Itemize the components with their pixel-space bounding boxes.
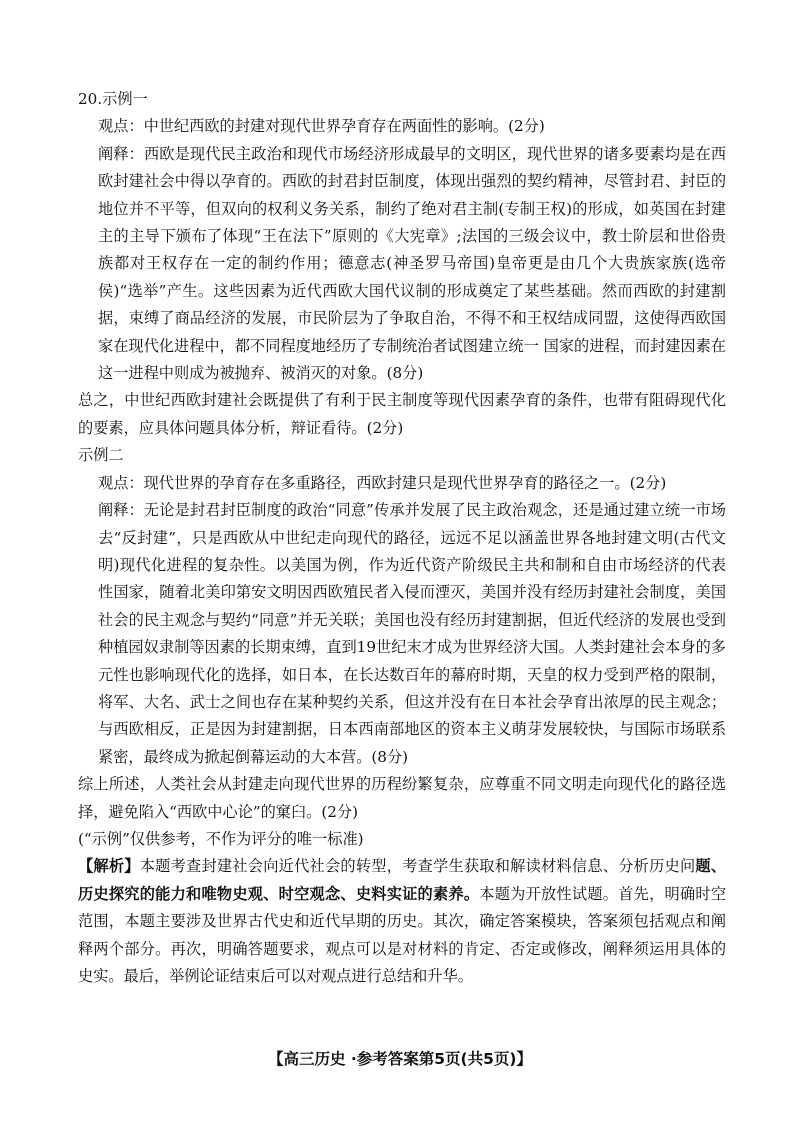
analysis-text-bold: 题、历史探究的能力和唯物史观、时空观念、史料实证的素养。	[78, 857, 727, 903]
analysis-label: 【解析】	[78, 857, 140, 876]
page-footer: 【高三历史 ·参考答案第5页(共5页)】	[267, 1050, 533, 1068]
analysis-paragraph	[78, 853, 726, 990]
analysis-text-1: 本题考查封建社会向近代社会的转型，考查学生获取和解读材料信息、分析历史问	[139, 857, 696, 876]
answer-content	[78, 86, 726, 990]
example2-summary: 综上所述，人类社会从封建走向现代世界的历程纷繁复杂，应尊重不同文明走向现代化的路径选择，避免陷入“西欧中心论”的窠臼。(2分)	[78, 775, 726, 821]
example2-title: 示例二	[78, 446, 124, 465]
example1-viewpoint: 观点：中世纪西欧的封建对现代世界孕育存在两面性的影响。(2分)	[98, 117, 545, 136]
example2-viewpoint: 观点：现代世界的孕育存在多重路径，西欧封建只是现代世界孕育的路径之一。(2分)	[98, 473, 667, 492]
example1-heading	[78, 86, 726, 113]
reference-note: (“示例”仅供参考，不作为评分的唯一标准)	[78, 829, 364, 848]
example1-title: 示例一	[102, 90, 148, 108]
example1-summary: 总之，中世纪西欧封建社会既提供了有利于民主制度等现代因素孕育的条件，也带有阻碍现代化的要素，应具体问题具体分析，辩证看待。(2分)	[78, 391, 726, 437]
question-number: 20.	[78, 90, 103, 108]
example2-explanation: 阐释：无论是封君封臣制度的政治“同意”传承并发展了民主政治观念，还是通过建立统一市场去“反封建”，只是西欧从中世纪走向现代的路径，远远不足以涵盖世界各地封建文明(古代文明)现代化进程的复杂性。以美国为例，作为近代资产阶级民主共和制和自由市场经济的代表性国家，随着北美印第安文明因西欧殖民者入侵而湮灭，美国并没有经历封建社会制度，美国社会的民主观念与契约“同意”并无关联；美国也没有经历封建割据，但近代经济的发展也受到种植园奴隶制等因素的长期束缚，直到19世纪末才成为世界经济大国。人类封建社会本身的多元性也影响现代化的选择，如日本，在长达数百年的幕府时期，天皇的权力受到严格的限制，将军、大名、武士之间也存在某种契约关系，但这并没有在日本社会孕育出浓厚的民主观念；与西欧相反，正是因为封建割据，日本西南部地区的资本主义萌芽发展较快，与国际市场联系紧密，最终成为掀起倒幕运动的大本营。(8分)	[98, 501, 726, 766]
analysis-text-2: 本题为开放性试题。首先，明确时空范围，本题主要涉及世界古代史和近代早期的历史。其次，确定答案模块，答案须包括观点和阐释两个部分。再次，明确答题要求，观点可以是对材料的肯定、否定或修改，阐释须运用具体的史实。最后，举例论证结束后可以对观点进行总结和升华。	[78, 884, 727, 985]
example1-explanation: 阐释：西欧是现代民主政治和现代市场经济形成最早的文明区，现代世界的诸多要素均是在西欧封建社会中得以孕育的。西欧的封君封臣制度，体现出强烈的契约精神，尽管封君、封臣的地位并不平等，但双向的权利义务关系，制约了绝对君主制(专制王权)的形成，如英国在封建主的主导下颁布了体现“王在法下”原则的《大宪章》;法国的三级会议中，教士阶层和世俗贵族都对王权存在一定的制约作用；德意志(神圣罗马帝国)皇帝更是由几个大贵族家族(选帝侯)“选举”产生。这些因素为近代西欧大国代议制的形成奠定了某些基础。然而西欧的封建割据，束缚了商品经济的发展，市民阶层为了争取自治，不得不和王权结成同盟，这使得西欧国家在现代化进程中，都不同程度地经历了专制统治者试图建立统一 国家的进程，而封建因素在这一进程中则成为被抛弃、被消灭的对象。(8分)	[98, 144, 726, 383]
